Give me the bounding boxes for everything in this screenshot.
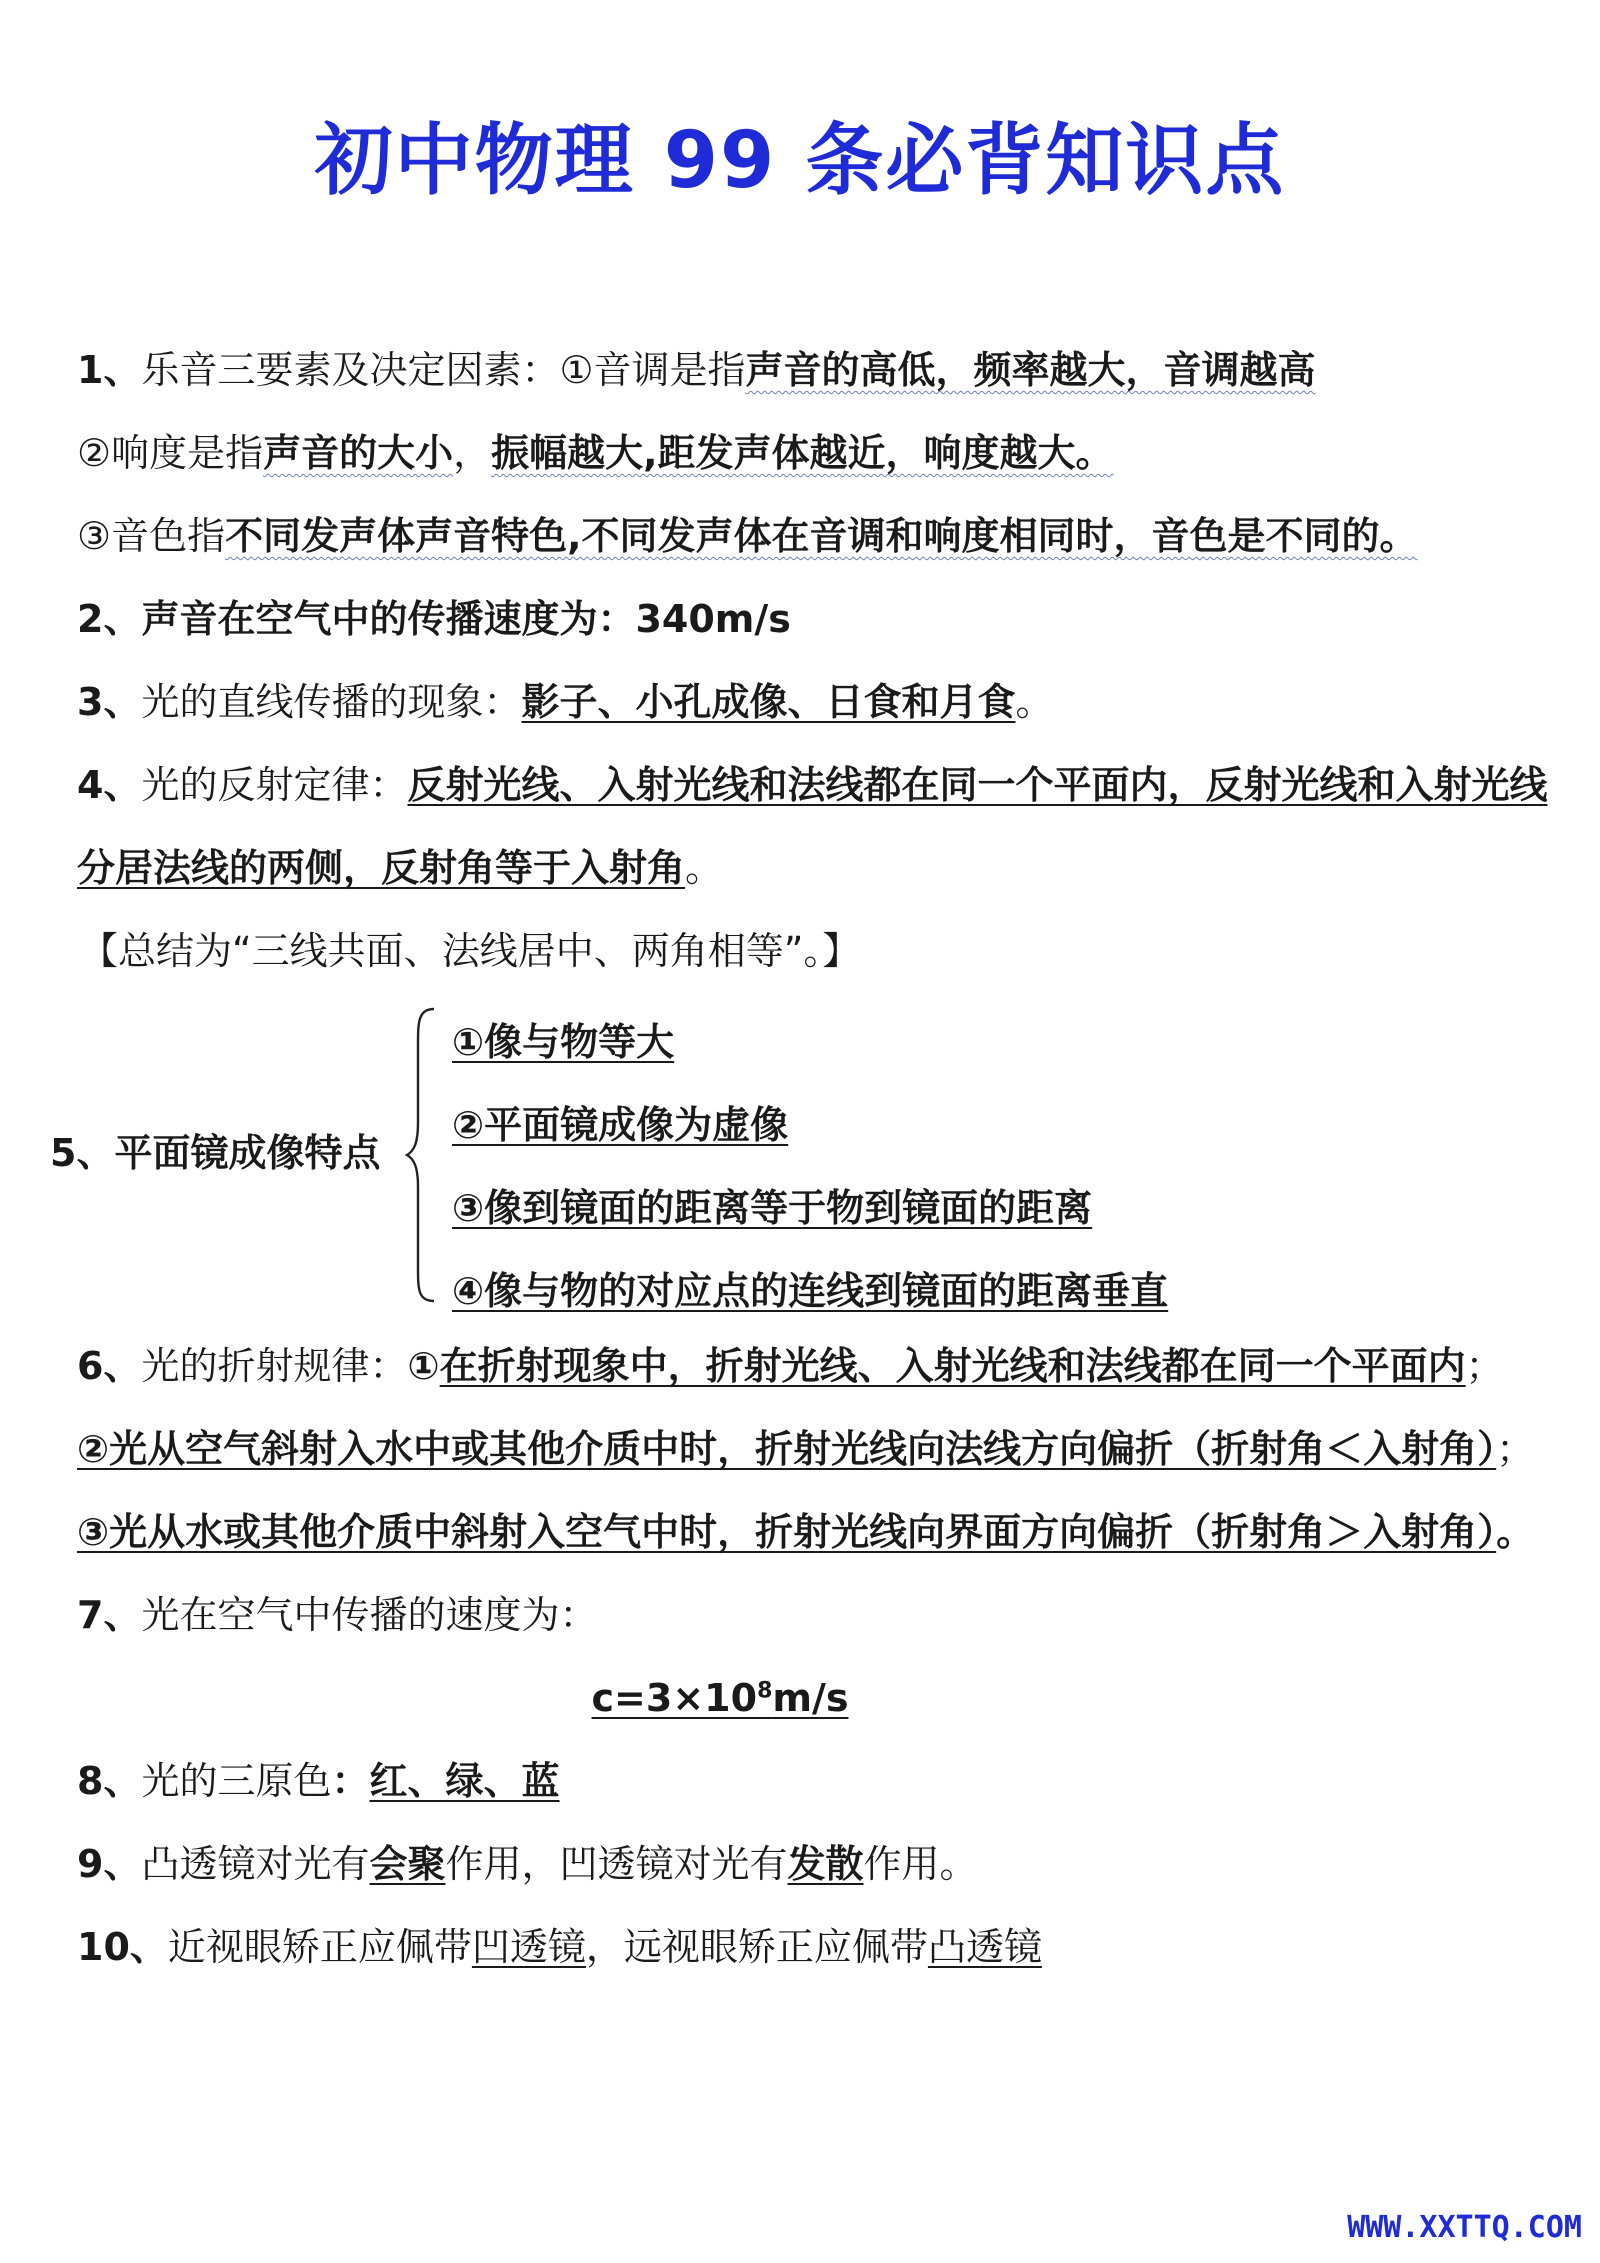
item-4-end: 。 (685, 846, 724, 890)
speed-of-light-formula (592, 1676, 849, 1720)
item-3-end: 。 (1015, 680, 1054, 724)
item-6-rule-3-end: 。 (1496, 1510, 1535, 1554)
item-10-convex-lens: 凸透镜 (927, 1925, 1042, 1969)
item-8-colon: ： (331, 1759, 370, 1803)
item-4-law-part-a: 反射光线、入射光线和法线都在同一个平面内，反射光线和入射光线 (407, 763, 1548, 807)
item-9-text-c: 作用。 (863, 1842, 978, 1886)
item-10-line (77, 1924, 1042, 1972)
item-1-line-1 (77, 347, 1316, 395)
item-1-number: 1、 (77, 348, 142, 392)
item-5-point-4: ④像与物的对应点的连线到镜面的距离垂直 (452, 1269, 1169, 1313)
item-1-intro: 乐音三要素及决定因素：①音调是指 (141, 348, 746, 392)
item-7-formula (0, 1675, 1440, 1723)
item-1-timbre-definition: 不同发声体声音特色,不同发声体在音调和响度相同时，音色是不同的。 (225, 514, 1418, 558)
item-9-number: 9、 (77, 1842, 142, 1886)
item-5-point-1: ①像与物等大 (452, 1020, 675, 1064)
item-4-number: 4、 (77, 763, 142, 807)
item-9-text-a: 凸透镜对光有 (141, 1842, 370, 1886)
item-4-line-2 (77, 845, 723, 893)
item-5-label: 5、平面镜成像特点 (50, 1131, 381, 1175)
item-5-point-3: ③像到镜面的距离等于物到镜面的距离 (452, 1186, 1093, 1230)
curly-brace-icon (404, 1005, 438, 1305)
watermark: WWW.XXTTQ.COM (1347, 2210, 1582, 2245)
item-8-number: 8、 (77, 1759, 142, 1803)
item-6-line-2 (77, 1426, 1534, 1474)
item-1-line-2 (77, 430, 1114, 478)
formula-unit: m/s (772, 1676, 849, 1720)
item-4-lead: 光的反射定律： (141, 763, 408, 807)
item-6-line-1 (77, 1343, 1504, 1391)
item-7-number: 7、 (77, 1593, 142, 1637)
item-9-text-b: 作用，凹透镜对光有 (445, 1842, 788, 1886)
item-4-line-1 (77, 762, 1547, 810)
item-1-line-3 (77, 513, 1418, 561)
item-10-text-b: ，远视眼矫正应佩带 (585, 1925, 928, 1969)
item-2-line: 2、声音在空气中的传播速度为：340m/s (77, 597, 791, 641)
item-5-point-2: ②平面镜成像为虚像 (452, 1103, 789, 1147)
item-3-number: 3、 (77, 680, 142, 724)
item-6-rule-1: 在折射现象中，折射光线、入射光线和法线都在同一个平面内 (439, 1344, 1466, 1388)
formula-exponent: 8 (757, 1678, 773, 1704)
item-6-rule-3: ③光从水或其他介质中斜射入空气中时，折射光线向界面方向偏折（折射角＞入射角） (77, 1510, 1497, 1554)
item-1-loudness-lead: ②响度是指 (77, 431, 264, 475)
item-3-line (77, 679, 1054, 727)
item-6-marker-1: ① (407, 1344, 440, 1388)
item-1-timbre-lead: ③音色指 (77, 514, 226, 558)
item-8-lead: 光的三原色 (141, 1759, 332, 1803)
item-6-number: 6、 (77, 1344, 142, 1388)
item-3-examples: 影子、小孔成像、日食和月食 (521, 680, 1016, 724)
item-6-line-3 (77, 1509, 1534, 1557)
item-9-diverge: 发散 (787, 1842, 864, 1886)
formula-base: c=3×10 (591, 1676, 758, 1720)
page-title: 初中物理 99 条必背知识点 (314, 116, 1286, 206)
item-3-lead: 光的直线传播的现象： (141, 680, 522, 724)
item-1-pitch-definition: 声音的高低，频率越大，音调越高 (745, 348, 1316, 392)
item-8-colors: 红、绿、蓝 (369, 1759, 560, 1803)
item-4-law-part-b: 分居法线的两侧，反射角等于入射角 (77, 846, 686, 890)
item-10-concave-lens: 凹透镜 (471, 1925, 586, 1969)
item-10-number: 10、 (77, 1925, 168, 1969)
item-6-lead: 光的折射规律： (141, 1344, 408, 1388)
item-9-line (77, 1841, 978, 1889)
item-6-rule-2: ②光从空气斜射入水中或其他介质中时，折射光线向法线方向偏折（折射角＜入射角） (77, 1427, 1497, 1471)
item-1-loudness-rule: 振幅越大,距发声体越近，响度越大。 (491, 431, 1114, 475)
item-1-comma: ， (453, 431, 492, 475)
item-6-rule-1-end: ； (1465, 1344, 1504, 1388)
item-4-summary: 【总结为“三线共面、法线居中、两角相等”。】 (80, 929, 861, 973)
item-1-loudness-definition: 声音的大小 (263, 431, 454, 475)
item-7-lead: 光在空气中传播的速度为： (141, 1593, 598, 1637)
item-10-text-a: 近视眼矫正应佩带 (167, 1925, 472, 1969)
item-9-converge: 会聚 (369, 1842, 446, 1886)
item-8-line (77, 1758, 560, 1806)
item-7-line (77, 1592, 597, 1640)
item-6-rule-2-end: ； (1496, 1427, 1535, 1471)
